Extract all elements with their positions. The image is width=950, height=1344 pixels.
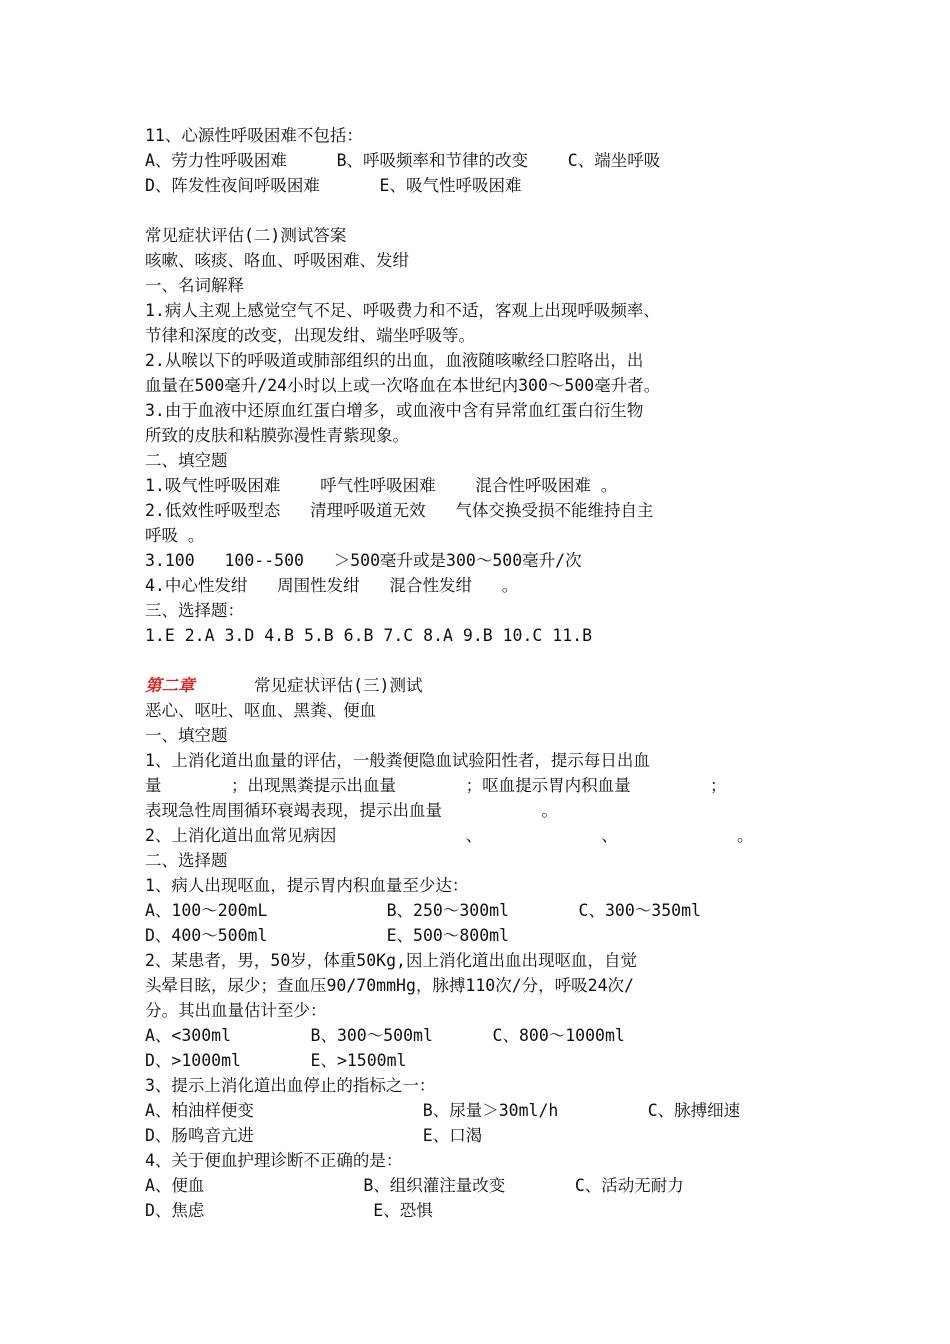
text-line: 2、上消化道出血常见病因 、 、 。 xyxy=(145,826,754,845)
text-line: 呼吸 。 xyxy=(145,526,205,545)
chapter-tag: 第二章 xyxy=(145,676,195,695)
text-line: 3.由于血液中还原血红蛋白增多，或血液中含有异常血红蛋白衍生物 xyxy=(145,401,644,420)
text-line: D、焦虑 E、恐惧 xyxy=(145,1201,433,1220)
text-line: D、400～500ml E、500～800ml xyxy=(145,926,510,945)
text-line: 1、病人出现呕血，提示胃内积血量至少达： xyxy=(145,876,469,895)
text-line: A、柏油样便变 B、尿量＞30ml/h C、脉搏细速 xyxy=(145,1101,741,1120)
text-line: D、阵发性夜间呼吸困难 E、吸气性呼吸困难 xyxy=(145,176,522,195)
text-line: 二、选择题 xyxy=(145,851,228,870)
text-line: 分。其出血量估计至少： xyxy=(145,1001,327,1020)
text-line: 1.吸气性呼吸困难 呼气性呼吸困难 混合性呼吸困难 。 xyxy=(145,476,618,495)
text-line: 血量在500毫升/24小时以上或一次咯血在本世纪内300～500毫升者。 xyxy=(145,376,661,395)
text-line: A、100～200mL B、250～300ml C、300～350ml xyxy=(145,901,701,920)
text-line: A、劳力性呼吸困难 B、呼吸频率和节律的改变 C、端坐呼吸 xyxy=(145,151,661,170)
text-line: 所致的皮肤和粘膜弥漫性青紫现象。 xyxy=(145,426,409,445)
chapter-heading xyxy=(145,675,422,697)
text-line: 量 ；出现黑粪提示出血量 ；呕血提示胃内积血量 ； xyxy=(145,776,727,795)
chapter-title: 常见症状评估(三)测试 xyxy=(254,676,423,695)
text-line: 咳嗽、咳痰、咯血、呼吸困难、发绀 xyxy=(145,251,409,270)
text-line: 2、某患者，男，50岁，体重50Kg,因上消化道出血出现呕血，自觉 xyxy=(145,951,637,970)
text-line: 头晕目眩，尿少；查血压90/70mmHg，脉搏110次/分，呼吸24次/ xyxy=(145,976,634,995)
text-line: 1.E 2.A 3.D 4.B 5.B 6.B 7.C 8.A 9.B 10.C 11.B xyxy=(145,626,593,645)
text-line: 恶心、呕吐、呕血、黑粪、便血 xyxy=(145,701,376,720)
text-line: 4.中心性发绀 周围性发绀 混合性发绀 。 xyxy=(145,576,519,595)
text-line: 常见症状评估(二)测试答案 xyxy=(145,226,347,245)
text-line: 3.100 100--500 ＞500毫升或是300～500毫升/次 xyxy=(145,551,582,570)
text-line: D、肠鸣音亢进 E、口渴 xyxy=(145,1126,483,1145)
text-line: 二、填空题 xyxy=(145,451,228,470)
text-line: A、便血 B、组织灌注量改变 C、活动无耐力 xyxy=(145,1176,684,1195)
text-line: 三、选择题： xyxy=(145,601,244,620)
text-line: D、>1000ml E、>1500ml xyxy=(145,1051,407,1070)
text-line: 表现急性周围循环衰竭表现，提示出血量 。 xyxy=(145,801,558,820)
text-line: 1.病人主观上感觉空气不足、呼吸费力和不适，客观上出现呼吸频率、 xyxy=(145,301,660,320)
text-line: 4、关于便血护理诊断不正确的是： xyxy=(145,1151,403,1170)
text-line: 3、提示上消化道出血停止的指标之一： xyxy=(145,1076,436,1095)
text-line: 1、上消化道出血量的评估，一般粪便隐血试验阳性者，提示每日出血 xyxy=(145,751,650,770)
text-line: 2.低效性呼吸型态 清理呼吸道无效 气体交换受损不能维持自主 xyxy=(145,501,654,520)
text-line: A、<300ml B、300～500ml C、800～1000ml xyxy=(145,1026,625,1045)
text-line: 一、名词解释 xyxy=(145,276,244,295)
text-line: 2.从喉以下的呼吸道或肺部组织的出血，血液随咳嗽经口腔咯出，出 xyxy=(145,351,644,370)
text-line: 一、填空题 xyxy=(145,726,228,745)
text-line: 节律和深度的改变，出现发绀、端坐呼吸等。 xyxy=(145,326,475,345)
text-line: 11、心源性呼吸困难不包括： xyxy=(145,126,363,145)
